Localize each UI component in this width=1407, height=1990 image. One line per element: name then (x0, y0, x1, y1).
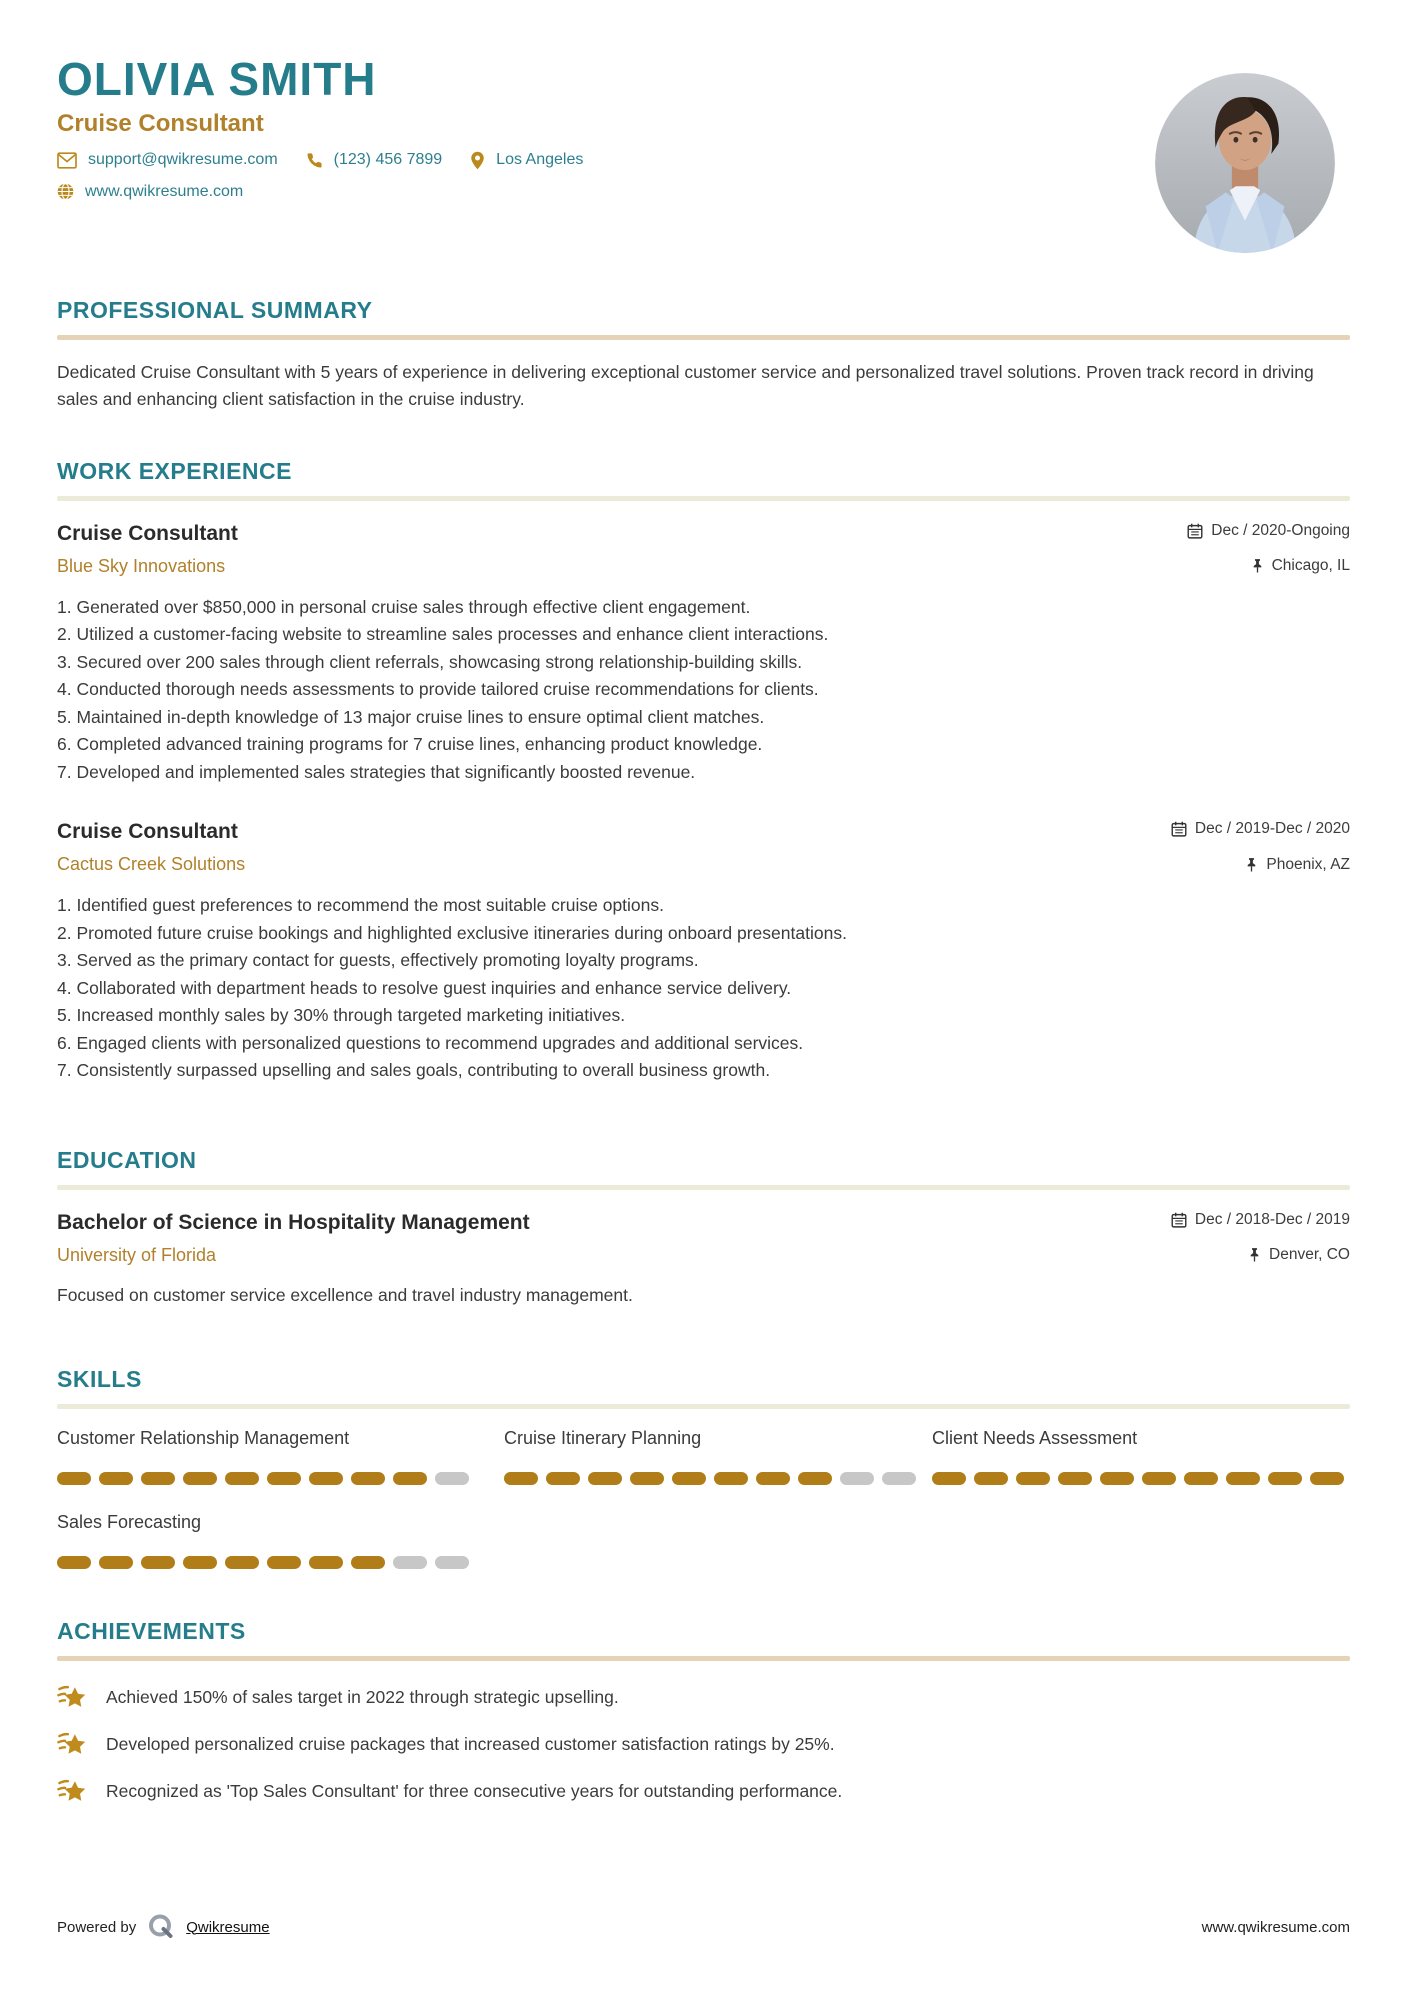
calendar-icon (1171, 1212, 1187, 1228)
pushpin-icon (1248, 1247, 1261, 1263)
achievements-heading: ACHIEVEMENTS (57, 1617, 246, 1644)
skill-item (57, 1512, 504, 1569)
job-bullet-list (57, 594, 1350, 787)
skill-segment-filled (1100, 1472, 1134, 1485)
email-link[interactable]: support@qwikresume.com (88, 151, 278, 169)
skill-segment-filled (932, 1472, 966, 1485)
shooting-star-icon (57, 1730, 89, 1760)
skill-segment-filled (57, 1556, 91, 1569)
job-bullet: Increased monthly sales by 30% through targeted marketing initiatives. (76, 1005, 626, 1026)
job-location (1251, 557, 1350, 575)
globe-icon (57, 183, 74, 200)
skill-segment-filled (1310, 1472, 1344, 1485)
experience-heading: WORK EXPERIENCE (57, 457, 292, 484)
skill-item (932, 1428, 1350, 1485)
achievement-list (57, 1683, 1350, 1807)
skills-heading: SKILLS (57, 1365, 142, 1392)
skill-level-bar (504, 1472, 932, 1485)
skill-segment-filled (672, 1472, 706, 1485)
achievement-text: Developed personalized cruise packages that increased customer satisfaction ratings by 25%. (106, 1734, 835, 1755)
achievement-text: Recognized as 'Top Sales Consultant' for three consecutive years for outstanding performance. (106, 1781, 843, 1802)
section-skills (57, 1366, 1350, 1569)
skill-segment-filled (798, 1472, 832, 1485)
skill-segment-filled (588, 1472, 622, 1485)
skill-segment-filled (630, 1472, 664, 1485)
job-title: Cruise Consultant (57, 521, 238, 545)
section-divider (57, 1404, 1350, 1409)
footer (57, 1912, 1350, 1942)
job-entry (57, 522, 1350, 787)
skill-item (504, 1428, 932, 1485)
skill-segment-filled (1226, 1472, 1260, 1485)
skill-segment-filled (99, 1556, 133, 1569)
powered-by (57, 1912, 270, 1942)
education-location-text: Denver, CO (1269, 1246, 1350, 1264)
skill-segment-filled (57, 1472, 91, 1485)
job-bullet: Conducted thorough needs assessments to provide tailored cruise recommendations for clients. (76, 679, 819, 700)
job-bullet: Engaged clients with personalized questions to recommend upgrades and additional services. (76, 1032, 804, 1053)
powered-by-label: Powered by (57, 1918, 137, 1936)
contact-website (57, 183, 243, 201)
job-bullet: Completed advanced training programs for 7 cruise lines, enhancing product knowledge. (76, 734, 763, 755)
skill-segment-filled (393, 1472, 427, 1485)
education-date (1171, 1211, 1350, 1229)
pushpin-icon (1245, 857, 1258, 873)
summary-heading: PROFESSIONAL SUMMARY (57, 296, 373, 323)
achievement-text: Achieved 150% of sales target in 2022 through strategic upselling. (106, 1687, 619, 1708)
skill-segment-empty (882, 1472, 916, 1485)
skill-item (57, 1428, 504, 1485)
job-location-text: Chicago, IL (1271, 557, 1350, 575)
skill-segment-filled (756, 1472, 790, 1485)
skill-level-bar (57, 1556, 504, 1569)
section-divider (57, 335, 1350, 340)
job-bullet: Developed and implemented sales strategies that significantly boosted revenue. (76, 761, 696, 782)
email-icon (57, 152, 77, 169)
phone-link[interactable]: (123) 456 7899 (333, 151, 443, 169)
skill-segment-filled (267, 1472, 301, 1485)
skill-segment-filled (99, 1472, 133, 1485)
job-location (1245, 856, 1350, 874)
education-description: Focused on customer service excellence and travel industry management. (57, 1284, 633, 1305)
profile-photo (1155, 73, 1335, 253)
location-icon (470, 151, 485, 170)
skill-segment-filled (974, 1472, 1008, 1485)
skill-segment-empty (393, 1556, 427, 1569)
job-date (1187, 522, 1350, 540)
education-date-text: Dec / 2018-Dec / 2019 (1194, 1210, 1350, 1228)
job-bullet: Served as the primary contact for guests, effectively promoting loyalty programs. (76, 950, 699, 971)
skill-name: Sales Forecasting (57, 1511, 202, 1532)
section-work-experience (57, 458, 1350, 1085)
phone-icon (306, 152, 323, 169)
skill-segment-filled (309, 1556, 343, 1569)
job-bullet: Maintained in-depth knowledge of 13 major cruise lines to ensure optimal client matches. (76, 706, 765, 727)
job-bullet: Identified guest preferences to recommend the most suitable cruise options. (76, 895, 665, 916)
skill-segment-filled (504, 1472, 538, 1485)
summary-text: Dedicated Cruise Consultant with 5 years of experience in delivering exceptional customer service and personalized travel solutions. Proven track record in driving sales and enhancing client satisfaction in the cruise industry. (57, 361, 1314, 409)
skill-segment-filled (183, 1472, 217, 1485)
skill-segment-filled (351, 1556, 385, 1569)
section-divider (57, 496, 1350, 501)
section-divider (57, 1656, 1350, 1661)
skill-segment-filled (267, 1556, 301, 1569)
job-company: Cactus Creek Solutions (57, 854, 246, 875)
section-professional-summary (57, 297, 1350, 413)
job-date-text: Dec / 2020-Ongoing (1211, 521, 1350, 539)
contact-phone (306, 151, 443, 169)
job-company: Blue Sky Innovations (57, 555, 226, 576)
person-name: OLIVIA SMITH (57, 53, 377, 105)
job-entry (57, 820, 1350, 1085)
section-divider (57, 1185, 1350, 1190)
education-heading: EDUCATION (57, 1146, 197, 1173)
skill-segment-filled (141, 1556, 175, 1569)
shooting-star-icon (57, 1683, 89, 1713)
person-job-title: Cruise Consultant (57, 109, 264, 137)
shooting-star-icon (57, 1777, 89, 1807)
skill-segment-filled (309, 1472, 343, 1485)
skill-name: Client Needs Assessment (932, 1427, 1138, 1448)
achievement-item (57, 1777, 1350, 1807)
skill-segment-filled (225, 1472, 259, 1485)
header (57, 53, 1350, 201)
skill-segment-filled (1016, 1472, 1050, 1485)
skill-name: Cruise Itinerary Planning (504, 1427, 702, 1448)
skill-segment-filled (1058, 1472, 1092, 1485)
job-bullet: Generated over $850,000 in personal cruise sales through effective client engagement. (76, 596, 751, 617)
job-bullet: Utilized a customer-facing website to streamline sales processes and enhance client interactions. (76, 624, 829, 645)
skill-segment-filled (225, 1556, 259, 1569)
skill-segment-filled (1184, 1472, 1218, 1485)
education-location (1248, 1246, 1350, 1264)
calendar-icon (1171, 821, 1187, 837)
achievement-item (57, 1730, 1350, 1760)
contact-row-2 (57, 183, 1350, 201)
job-title: Cruise Consultant (57, 820, 238, 844)
section-achievements (57, 1618, 1350, 1807)
skill-segment-filled (1268, 1472, 1302, 1485)
skill-segment-filled (714, 1472, 748, 1485)
skill-segment-filled (141, 1472, 175, 1485)
job-bullet: Promoted future cruise bookings and highlighted exclusive itineraries during onboard presentations. (76, 922, 847, 943)
skill-name: Customer Relationship Management (57, 1427, 350, 1448)
calendar-icon (1187, 523, 1203, 539)
section-education (57, 1147, 1350, 1309)
degree-title: Bachelor of Science in Hospitality Management (57, 1210, 530, 1234)
skill-segment-filled (351, 1472, 385, 1485)
school-name: University of Florida (57, 1244, 217, 1265)
footer-website: www.qwikresume.com (1201, 1918, 1350, 1936)
skill-segment-filled (1142, 1472, 1176, 1485)
skills-grid (57, 1428, 1350, 1569)
contact-email (57, 151, 278, 169)
skill-segment-empty (435, 1556, 469, 1569)
achievement-item (57, 1683, 1350, 1713)
skill-level-bar (57, 1472, 504, 1485)
education-entry (57, 1211, 1350, 1309)
job-location-text: Phoenix, AZ (1266, 855, 1350, 873)
skill-segment-filled (183, 1556, 217, 1569)
pushpin-icon (1251, 558, 1264, 574)
job-bullet: Consistently surpassed upselling and sales goals, contributing to overall business growth. (76, 1060, 771, 1081)
job-date (1171, 820, 1350, 838)
skill-segment-filled (546, 1472, 580, 1485)
job-bullet-list (57, 892, 1350, 1085)
skill-segment-empty (435, 1472, 469, 1485)
skill-level-bar (932, 1472, 1350, 1485)
job-bullet: Collaborated with department heads to resolve guest inquiries and enhance service delivery. (76, 977, 792, 998)
skill-segment-empty (840, 1472, 874, 1485)
qwikresume-logo-icon (146, 1912, 176, 1942)
job-bullet: Secured over 200 sales through client referrals, showcasing strong relationship-building skills. (76, 651, 803, 672)
qwikresume-link[interactable]: Qwikresume (186, 1918, 270, 1936)
website-link[interactable]: www.qwikresume.com (85, 182, 244, 200)
contact-location (470, 151, 583, 170)
location-text[interactable]: Los Angeles (496, 151, 584, 169)
job-date-text: Dec / 2019-Dec / 2020 (1194, 820, 1350, 838)
